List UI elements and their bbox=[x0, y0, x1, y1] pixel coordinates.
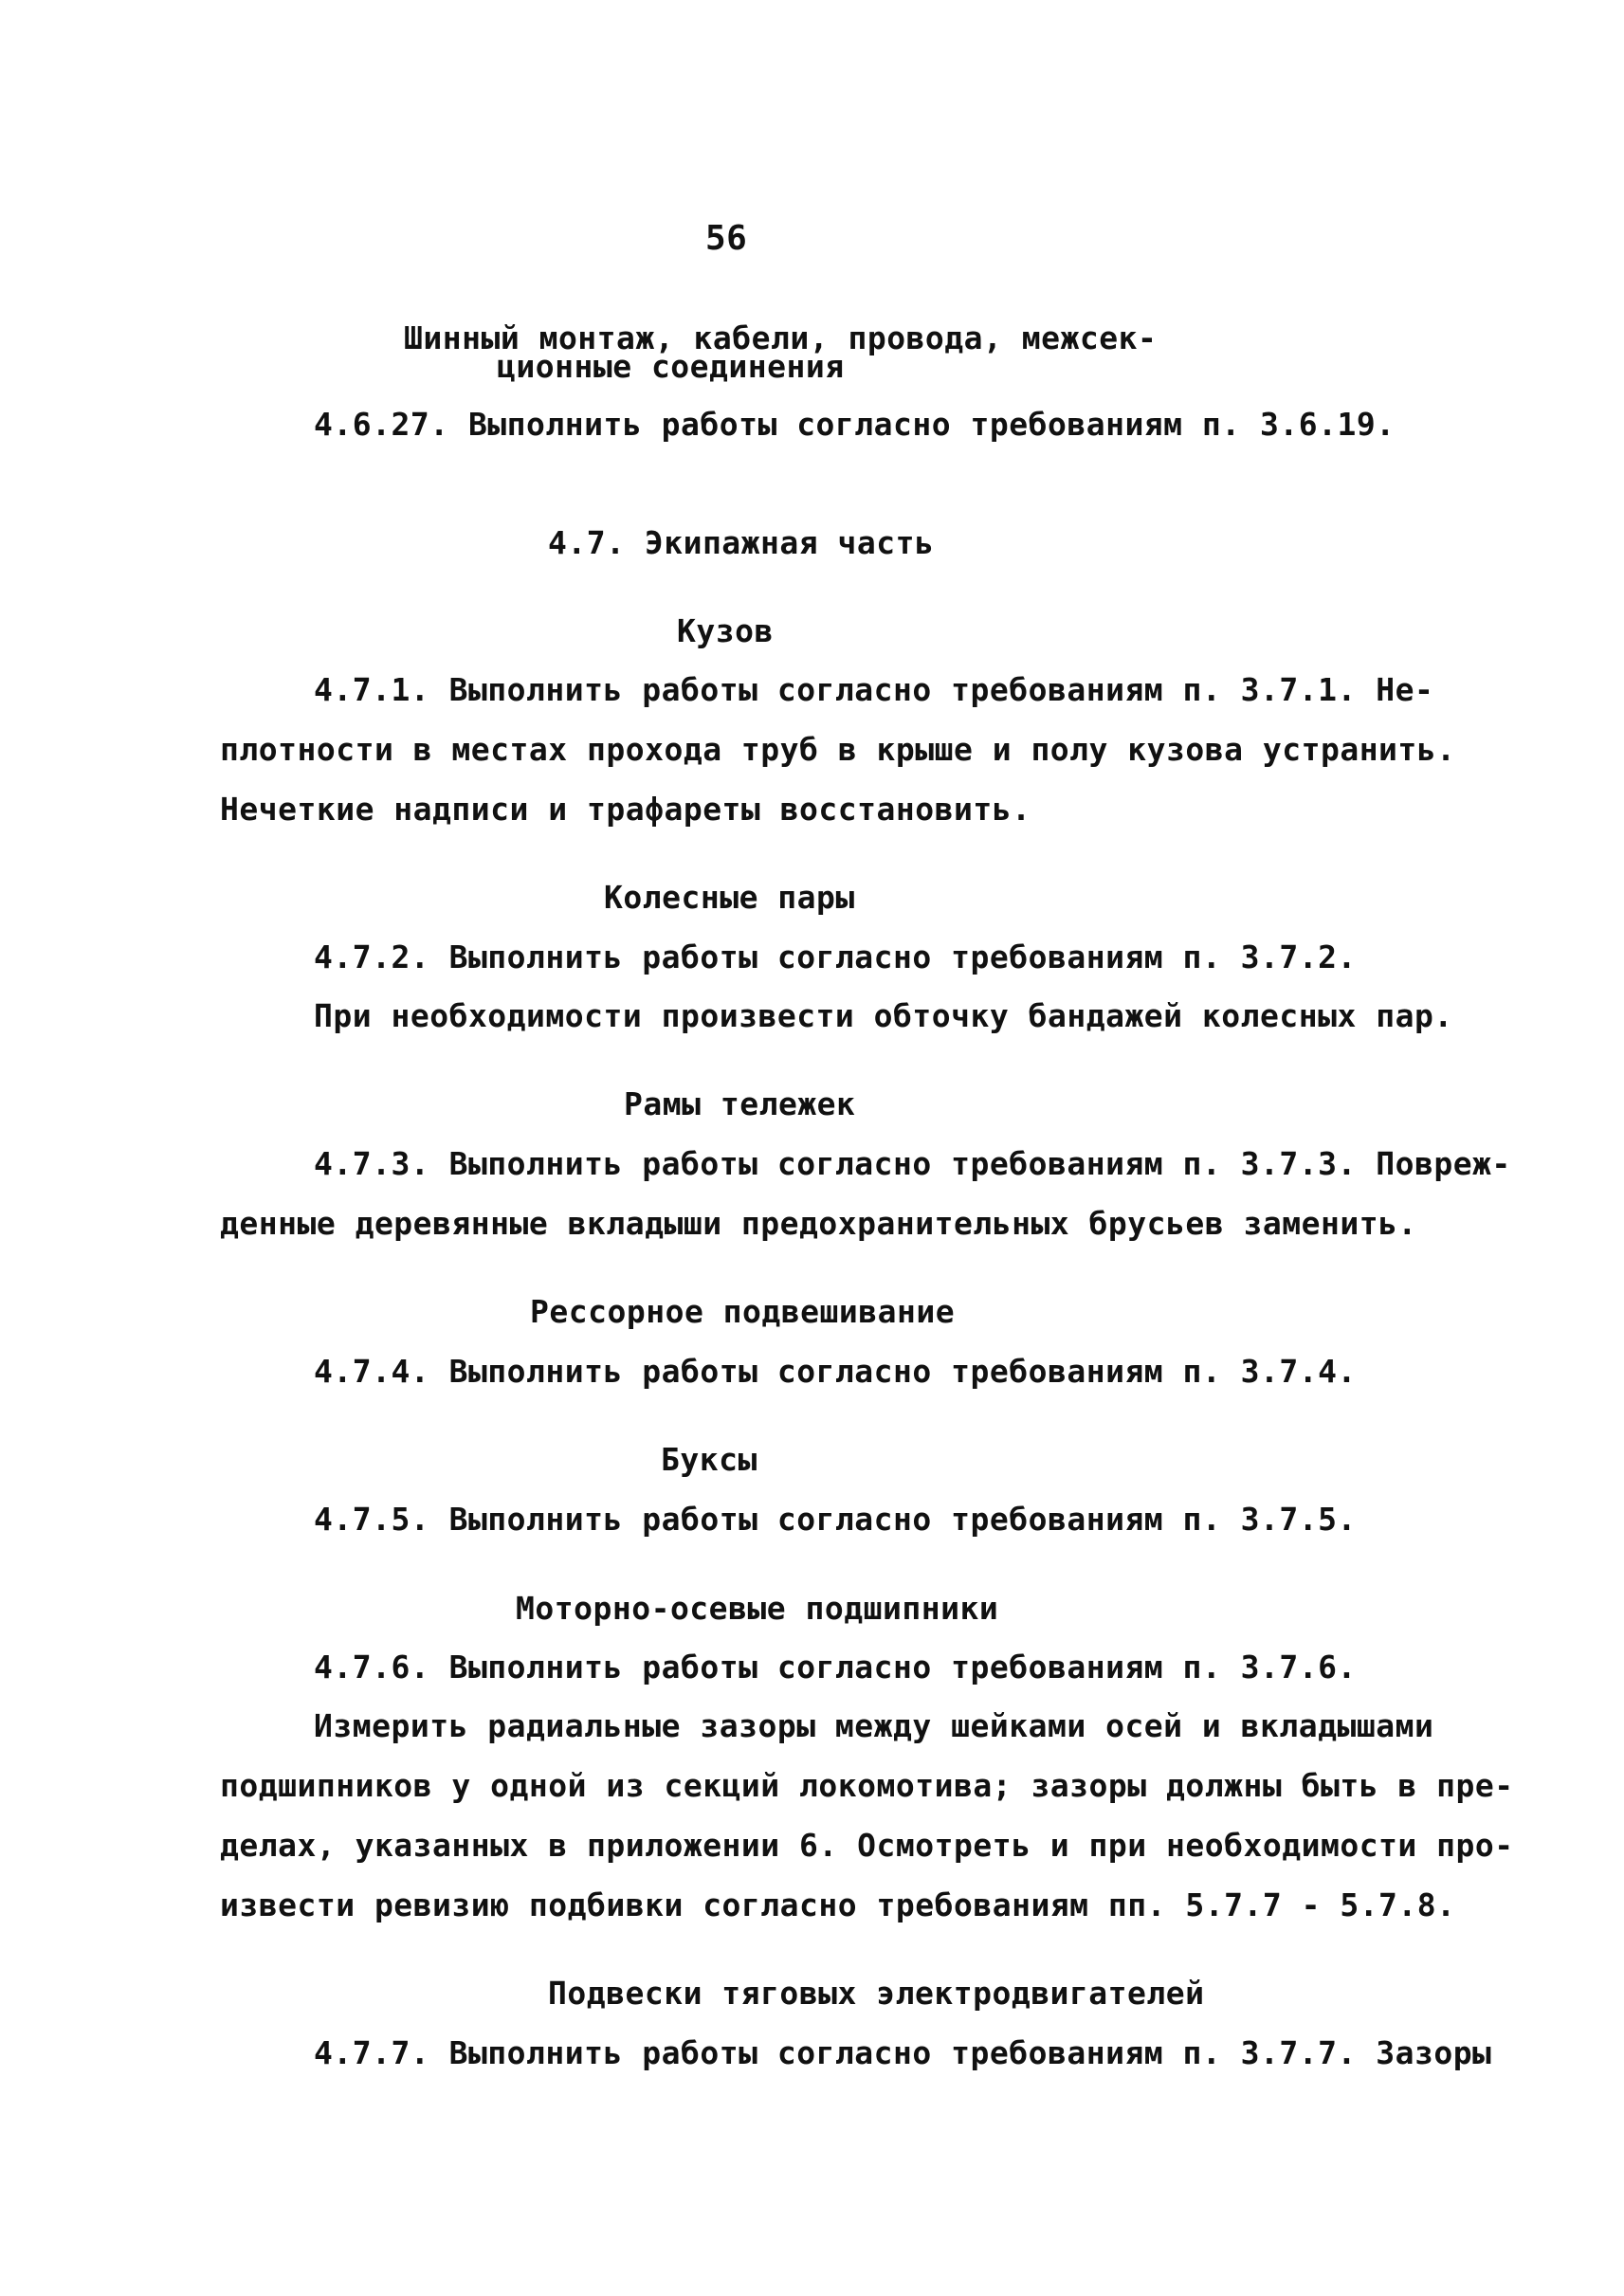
paragraph-4-7-4: 4.7.4. Выполнить работы согласно требованиям п. 3.7.4. bbox=[314, 1353, 1357, 1390]
section-title-4-7: 4.7. Экипажная часть bbox=[548, 524, 935, 561]
paragraph-4-7-6-line3: подшипников у одной из секций локомотива; зазоры должны быть в пре- bbox=[220, 1767, 1514, 1804]
paragraph-4-7-3-line2: денные деревянные вкладыши предохранительных брусьев заменить. bbox=[220, 1205, 1417, 1242]
section-heading-busbar-line1: Шинный монтаж, кабели, провода, межсек- bbox=[404, 319, 1158, 356]
subheading-buksy: Буксы bbox=[661, 1441, 757, 1478]
paragraph-4-7-5: 4.7.5. Выполнить работы согласно требованиям п. 3.7.5. bbox=[314, 1501, 1357, 1538]
subheading-kuzov: Кузов bbox=[677, 612, 774, 649]
subheading-ramy-telezhek: Рамы тележек bbox=[624, 1085, 856, 1122]
subheading-ressornoe-podveshivanie: Рессорное подвешивание bbox=[530, 1293, 956, 1330]
paragraph-4-6-27: 4.6.27. Выполнить работы согласно требованиям п. 3.6.19. bbox=[314, 406, 1396, 443]
paragraph-4-7-7-line1: 4.7.7. Выполнить работы согласно требованиям п. 3.7.7. Зазоры bbox=[314, 2034, 1492, 2071]
paragraph-4-7-6-line4: делах, указанных в приложении 6. Осмотреть и при необходимости про- bbox=[220, 1827, 1514, 1864]
paragraph-4-7-2-line1: 4.7.2. Выполнить работы согласно требованиям п. 3.7.2. bbox=[314, 938, 1357, 975]
subheading-kolesnye-pary: Колесные пары bbox=[604, 879, 855, 916]
paragraph-4-7-1-line2: плотности в местах прохода труб в крыше и полу кузова устранить. bbox=[220, 731, 1456, 768]
page-number: 56 bbox=[705, 219, 748, 258]
subheading-podveski: Подвески тяговых электродвигателей bbox=[548, 1975, 1205, 2012]
paragraph-4-7-1-line1: 4.7.1. Выполнить работы согласно требованиям п. 3.7.1. Не- bbox=[314, 671, 1434, 708]
paragraph-4-7-6-line1: 4.7.6. Выполнить работы согласно требованиям п. 3.7.6. bbox=[314, 1649, 1357, 1686]
subheading-motorno-osevye: Моторно-осевые подшипники bbox=[516, 1590, 999, 1627]
paragraph-4-7-6-line2: Измерить радиальные зазоры между шейками осей и вкладышами bbox=[314, 1707, 1434, 1744]
section-heading-busbar-line2: ционные соединения bbox=[497, 348, 845, 385]
paragraph-4-7-3-line1: 4.7.3. Выполнить работы согласно требованиям п. 3.7.3. Повреж- bbox=[314, 1145, 1511, 1182]
paragraph-4-7-1-line3: Нечеткие надписи и трафареты восстановить. bbox=[220, 791, 1031, 828]
paragraph-4-7-2-line2: При необходимости произвести обточку бандажей колесных пар. bbox=[314, 997, 1453, 1034]
paragraph-4-7-6-line5: извести ревизию подбивки согласно требованиям пп. 5.7.7 - 5.7.8. bbox=[220, 1886, 1456, 1923]
